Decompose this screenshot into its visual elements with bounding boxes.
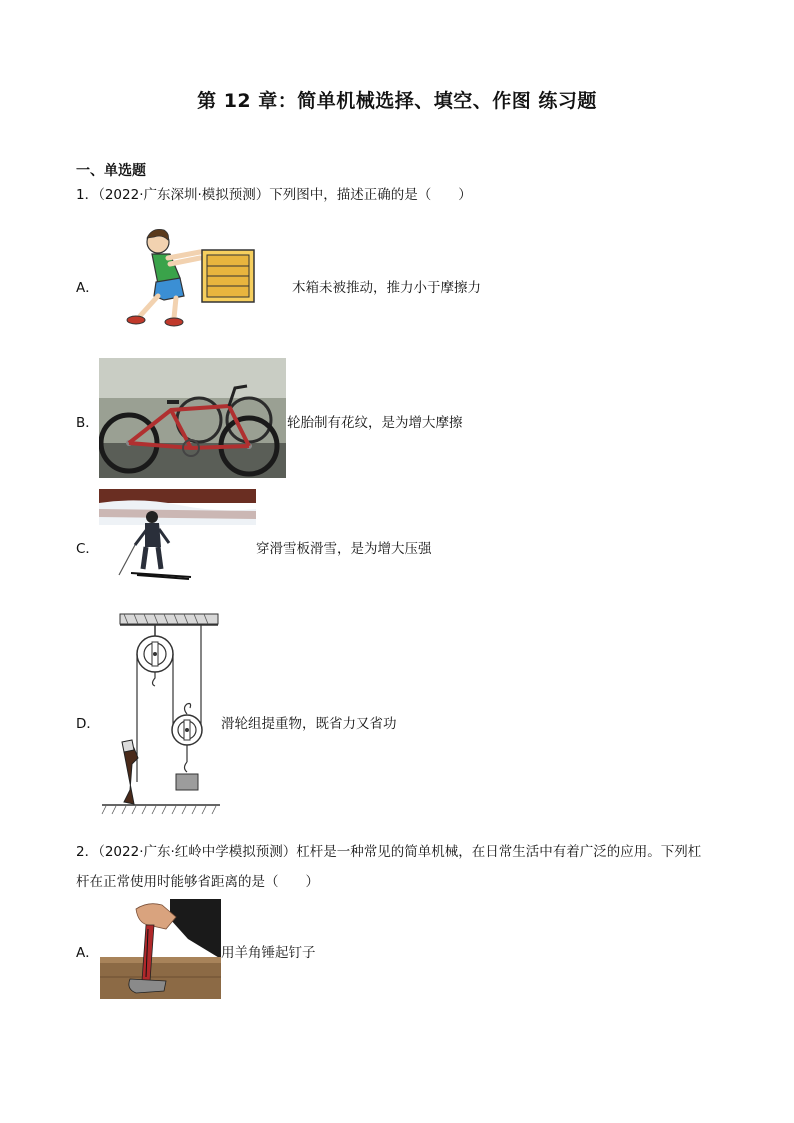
q1-option-c-text: 穿滑雪板滑雪，是为增大压强 (256, 541, 432, 557)
q1-option-b-text: 轮胎制有花纹，是为增大摩擦 (287, 415, 463, 431)
boy-pushing-crate-image (118, 224, 268, 332)
q2-option-a-letter: A． (76, 945, 99, 961)
pulley-system-image (100, 612, 222, 817)
question-2-stem-line-2: 杆在正常使用时能够省距离的是（ ） (76, 874, 319, 890)
q1-option-a-letter: A． (76, 280, 99, 296)
q2-option-a-text: 用羊角锤起钉子 (221, 945, 316, 961)
claw-hammer-pulling-nail-image (100, 899, 221, 999)
q1-option-d-letter: D． (76, 716, 100, 732)
row-of-bicycles-image (99, 358, 286, 478)
question-2-stem-line-1: 2．（2022·广东·红岭中学模拟预测）杠杆是一种常见的简单机械，在日常生活中有着广泛的应用。下列杠 (76, 844, 702, 860)
question-1-stem: 1．（2022·广东深圳·模拟预测）下列图中，描述正确的是（ ） (76, 187, 472, 203)
q1-option-c-letter: C． (76, 541, 99, 557)
section-heading: 一、单选题 (76, 163, 146, 179)
q1-option-d-text: 滑轮组提重物，既省力又省功 (221, 716, 397, 732)
q1-option-b-letter: B． (76, 415, 99, 431)
page-title: 第 12 章：简单机械选择、填空、作图 练习题 (197, 90, 597, 112)
skier-on-snow-image (99, 489, 256, 581)
q1-option-a-text: 木箱未被推动，推力小于摩擦力 (292, 280, 481, 296)
